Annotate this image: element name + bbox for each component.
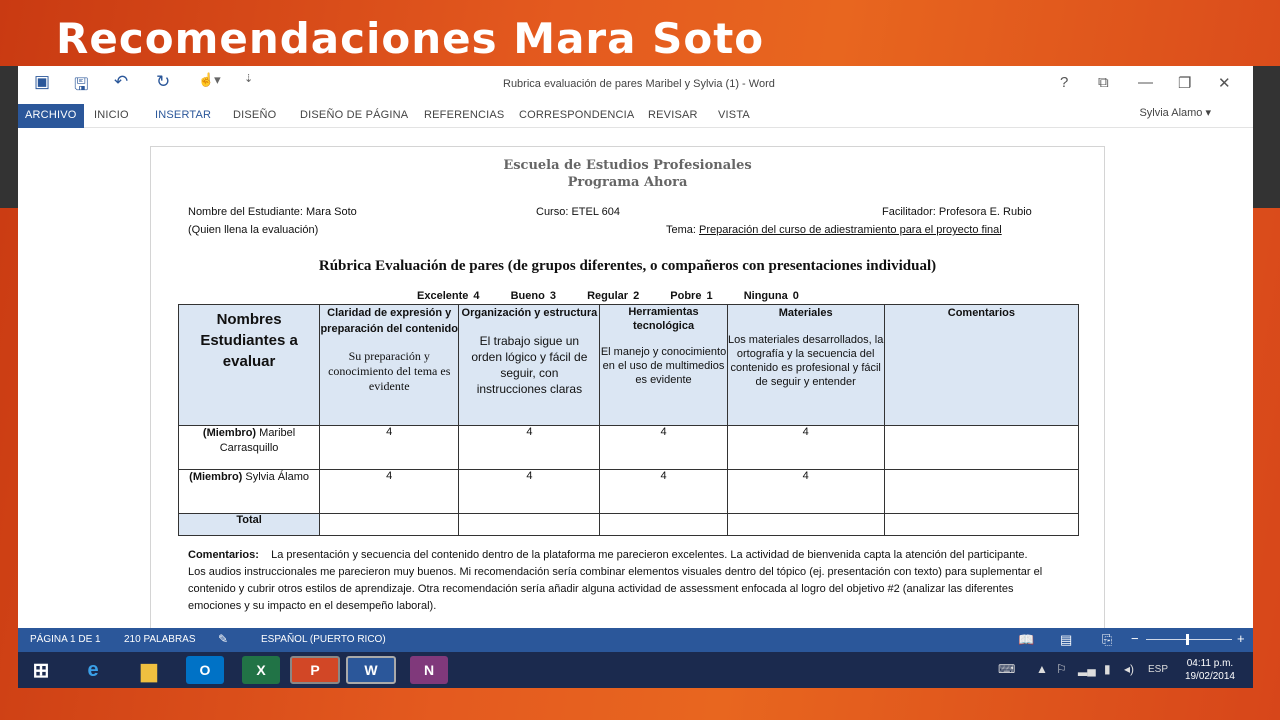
col-claridad	[320, 305, 459, 426]
battery-icon[interactable]: ▮	[1104, 662, 1111, 676]
member-cell	[179, 426, 320, 470]
total-cell[interactable]	[600, 514, 727, 536]
restore-icon[interactable]: ❐	[1178, 75, 1192, 92]
member-name: Sylvia Álamo	[242, 471, 309, 483]
filler-note: (Quien llena la evaluación)	[188, 224, 319, 236]
member-role: (Miembro)	[189, 471, 243, 483]
minimize-icon[interactable]: —	[1138, 74, 1153, 91]
col-organizacion-desc: El trabajo sigue un orden lógico y fácil de seguir, con instrucciones claras	[471, 334, 588, 396]
touch-mode-icon[interactable]: ☝▾	[198, 72, 221, 87]
rubric-table	[178, 304, 1079, 536]
tab-diseno-pagina[interactable]: DISEÑO DE PÁGINA	[300, 109, 409, 121]
tab-inicio[interactable]: INICIO	[94, 109, 129, 121]
score-cell[interactable]: 4	[459, 426, 600, 470]
member-role: (Miembro)	[202, 427, 257, 439]
undo-icon[interactable]: ↶	[114, 72, 129, 91]
start-icon[interactable]: ⊞	[32, 659, 50, 682]
total-cell[interactable]	[320, 514, 459, 536]
member-name: Maribel Carrasquillo	[219, 427, 296, 454]
score-cell[interactable]: 4	[320, 426, 459, 470]
save-icon[interactable]: 🖫	[74, 75, 89, 94]
page-count[interactable]: PÁGINA 1 DE 1	[30, 634, 101, 645]
ribbon-tabs	[18, 104, 1253, 128]
tab-correspondencia[interactable]: CORRESPONDENCIA	[519, 109, 635, 121]
print-layout-icon[interactable]: ▤	[1060, 632, 1073, 647]
web-layout-icon[interactable]: ⎘	[1102, 632, 1113, 647]
powerpoint-icon[interactable]: P	[290, 656, 340, 684]
col-comentarios	[884, 305, 1078, 426]
proofing-icon[interactable]: ✎	[218, 632, 229, 646]
score-cell[interactable]: 4	[459, 470, 600, 514]
col-claridad-desc: Su preparación y conocimiento del tema es evidente	[328, 349, 451, 393]
tab-insertar[interactable]: INSERTAR	[155, 109, 212, 121]
tab-referencias[interactable]: REFERENCIAS	[424, 109, 505, 121]
score-cell[interactable]: 4	[600, 470, 727, 514]
user-account[interactable]: Sylvia Alamo ▾	[1139, 107, 1211, 119]
comments-label: Comentarios:	[188, 549, 259, 561]
col-materiales-desc: Los materiales desarrollados, la ortografía y la secuencia del contenido es profesional y fácil de seguir y entender	[728, 334, 884, 388]
slide-title: Recomendaciones Mara Soto	[56, 14, 765, 63]
score-cell[interactable]: 4	[600, 426, 727, 470]
internet-explorer-icon[interactable]: e	[87, 658, 99, 681]
col-materiales	[727, 305, 884, 426]
user-name: Sylvia Alamo	[1139, 107, 1203, 119]
course-name: Curso: ETEL 604	[536, 206, 620, 218]
comments-paragraph	[188, 547, 1048, 615]
topic-text: Preparación del curso de adiestramiento para el proyecto final	[699, 224, 1002, 236]
zoom-slider-thumb[interactable]	[1186, 634, 1189, 645]
col-nombres	[179, 305, 320, 426]
scale-regular: Regular 2	[587, 290, 640, 302]
customize-qa-icon[interactable]: ⇣	[244, 73, 254, 85]
close-icon[interactable]: ✕	[1218, 75, 1231, 92]
word-icon[interactable]: W	[346, 656, 396, 684]
help-icon[interactable]: ?	[1060, 74, 1069, 91]
windows-taskbar	[18, 652, 1253, 688]
document-page[interactable]	[150, 146, 1105, 666]
title-bar	[18, 66, 1253, 104]
read-mode-icon[interactable]: 📖	[1018, 632, 1035, 647]
word-count[interactable]: 210 PALABRAS	[124, 634, 196, 645]
comment-cell[interactable]	[884, 470, 1078, 514]
col-herramientas-title: Herramientas tecnológica	[628, 306, 699, 332]
outlook-icon[interactable]: O	[186, 656, 224, 684]
total-cell[interactable]	[459, 514, 600, 536]
status-bar	[18, 628, 1253, 652]
rating-scale	[417, 290, 825, 302]
total-cell[interactable]	[884, 514, 1078, 536]
col-organizacion	[459, 305, 600, 426]
word-window	[18, 66, 1253, 688]
file-explorer-icon[interactable]: ▆	[141, 659, 157, 682]
col-organizacion-title: Organización y estructura	[461, 307, 598, 319]
tab-diseno[interactable]: DISEÑO	[233, 109, 277, 121]
scale-bueno: Bueno 3	[510, 290, 557, 302]
slide-stripe-right	[1252, 66, 1280, 208]
excel-icon[interactable]: X	[242, 656, 280, 684]
language-status[interactable]: ESPAÑOL (PUERTO RICO)	[261, 634, 386, 645]
network-icon[interactable]: ▂▄	[1078, 662, 1096, 676]
keyboard-icon[interactable]: ⌨	[998, 662, 1016, 676]
col-nombres-label: Nombres Estudiantes a evaluar	[200, 311, 298, 370]
col-claridad-title: Claridad de expresión y preparación del contenido	[320, 307, 458, 335]
zoom-slider[interactable]	[1146, 639, 1232, 640]
facilitator-name: Facilitador: Profesora E. Rubio	[882, 206, 1032, 218]
comment-cell[interactable]	[884, 426, 1078, 470]
flag-icon[interactable]: ⚐	[1056, 662, 1067, 676]
score-cell[interactable]: 4	[727, 426, 884, 470]
tab-revisar[interactable]: REVISAR	[648, 109, 698, 121]
col-herramientas	[600, 305, 727, 426]
school-name: Escuela de Estudios Profesionales	[503, 158, 752, 173]
tab-archivo[interactable]: ARCHIVO	[18, 104, 84, 128]
zoom-in-icon[interactable]: +	[1237, 631, 1245, 646]
table-row	[179, 426, 1079, 470]
language-indicator[interactable]: ESP	[1148, 664, 1169, 675]
redo-icon[interactable]: ↻	[156, 72, 171, 91]
ribbon-display-icon[interactable]: ⧉	[1098, 74, 1109, 91]
student-name: Nombre del Estudiante: Mara Soto	[188, 206, 357, 218]
clock-time: 04:11 p.m.	[1186, 658, 1234, 669]
topic-line	[666, 224, 1002, 236]
rubric-title: Rúbrica Evaluación de pares (de grupos diferentes, o compañeros con presentaciones individual)	[318, 258, 937, 274]
document-title: Rubrica evaluación de pares Maribel y Sylvia (1) - Word	[503, 78, 775, 90]
col-materiales-title: Materiales	[778, 307, 833, 319]
scale-excelente: Excelente 4	[417, 290, 480, 302]
table-row	[179, 470, 1079, 514]
word-logo-icon: ▣	[34, 72, 51, 91]
total-row	[179, 514, 1079, 536]
clock[interactable]	[1185, 657, 1235, 683]
score-cell[interactable]: 4	[727, 470, 884, 514]
volume-icon[interactable]: ◂)	[1124, 662, 1135, 676]
total-cell[interactable]	[727, 514, 884, 536]
onenote-icon[interactable]: N	[410, 656, 448, 684]
tab-vista[interactable]: VISTA	[718, 109, 750, 121]
zoom-out-icon[interactable]: −	[1131, 631, 1139, 646]
col-comentarios-title: Comentarios	[947, 307, 1015, 319]
total-label: Total	[179, 514, 320, 536]
comments-text: La presentación y secuencia del contenido dentro de la plataforma me parecieron excelentes. La actividad de bienvenida capta la atención del participante. Los audios instruccionales me parecieron muy buenos. Mi recomendación sería combinar elementos visuales dentro del tópico (ej. presentación con texto) para suplementar el contenido y cubrir otros estilos de aprendizaje. Otra recomendación sería añadir alguna actividad de assessment enfocada al logro del objetivo #2 (analizar las diferentes emociones y su impacto en el desempeño laboral).	[188, 549, 1043, 612]
member-cell	[179, 470, 320, 514]
scale-ninguna: Ninguna 0	[743, 290, 799, 302]
topic-prefix: Tema:	[666, 224, 700, 236]
col-herramientas-desc: El manejo y conocimiento en el uso de multimedios es evidente	[600, 346, 727, 386]
program-name: Programa Ahora	[567, 175, 688, 190]
table-header-row	[179, 305, 1079, 426]
score-cell[interactable]: 4	[320, 470, 459, 514]
tray-expand-icon[interactable]: ▲	[1036, 662, 1048, 676]
scale-pobre: Pobre 1	[670, 290, 713, 302]
document-canvas	[18, 128, 1253, 628]
clock-date: 19/02/2014	[1184, 671, 1235, 682]
